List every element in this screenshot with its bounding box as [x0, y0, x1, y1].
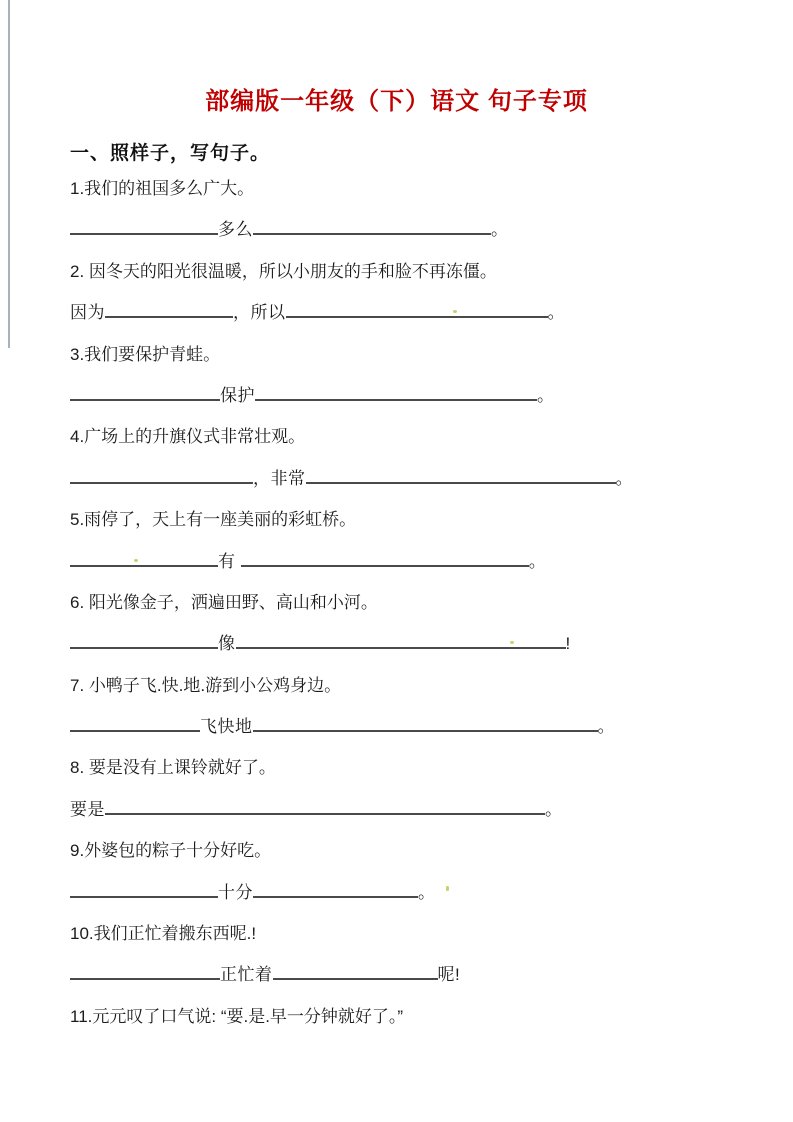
answer-hint-word: 多么 [218, 220, 253, 240]
fill-in-blank [253, 716, 598, 732]
fill-in-blank [105, 302, 233, 318]
answer-line [70, 623, 793, 664]
exercise-prompt: 8. 要是没有上课铃就好了。 [70, 758, 276, 778]
fill-in-blank [255, 385, 537, 401]
answer-hint-word: 要是 [70, 799, 105, 819]
stray-mark [510, 641, 514, 644]
answer-hint-word: 。 [418, 882, 436, 902]
answer-hint-word: ! [565, 634, 571, 654]
fill-in-blank [253, 882, 418, 898]
exercise-prompt: 10.我们正忙着搬东西呢.! [70, 924, 257, 944]
answer-hint-word: 保护 [220, 385, 255, 405]
answer-hint-word: 飞快地 [200, 717, 253, 737]
page-edge-artifact [8, 0, 10, 348]
stray-mark [453, 310, 457, 313]
answer-hint-word: 呢! [437, 965, 461, 985]
fill-in-blank [253, 219, 491, 235]
answer-hint-word: 。 [545, 799, 563, 819]
answer-line [70, 706, 793, 747]
exercise-prompt: 1.我们的祖国多么广大。 [70, 179, 255, 198]
answer-hint-word: 。 [491, 220, 509, 240]
page-title: 部编版一年级（下）语文 句子专项 [205, 88, 588, 115]
fill-in-blank [70, 882, 218, 898]
fill-in-blank [236, 633, 566, 649]
answer-hint-word: 。 [528, 551, 547, 571]
fill-in-blank [70, 219, 218, 235]
exercise-prompt: 4.广场上的升旗仪式非常壮观。 [70, 427, 306, 447]
fill-in-blank [273, 964, 438, 980]
fill-in-blank [70, 633, 218, 649]
exercise-prompt: 3.我们要保护青蛙。 [70, 344, 221, 364]
fill-in-blank [70, 551, 218, 567]
fill-in-blank [306, 468, 616, 484]
exercise-list [70, 168, 793, 1037]
answer-hint-word: 有 [218, 551, 241, 571]
exercise-prompt: 9.外婆包的粽子十分好吃。 [70, 841, 272, 861]
exercise-prompt: 6. 阳光像金子，洒遍田野、高山和小河。 [70, 592, 378, 612]
answer-hint-word: 像 [218, 634, 236, 654]
fill-in-blank [105, 799, 545, 815]
answer-line [70, 209, 793, 250]
fill-in-blank [70, 468, 253, 484]
answer-hint-word: 。 [615, 468, 633, 488]
fill-in-blank [286, 302, 548, 318]
answer-hint-word: ，非常 [253, 468, 306, 488]
fill-in-blank [70, 964, 220, 980]
exercise-prompt: 2. 因冬天的阳光很温暖，所以小朋友的手和脸不再冻僵。 [70, 261, 497, 281]
answer-line [70, 458, 793, 499]
answer-hint-word: 因为 [70, 303, 105, 323]
answer-hint-word: 。 [547, 303, 565, 323]
answer-line [70, 872, 793, 913]
exercise-prompt: 11.元元叹了口气说: “要.是.早一分钟就好了。” [70, 1006, 404, 1026]
stray-mark [446, 886, 449, 891]
exercise-prompt: 7. 小鸭子飞.快.地.游到小公鸡身边。 [70, 675, 342, 695]
answer-line [70, 541, 793, 582]
answer-line [70, 292, 793, 333]
answer-hint-word: 十分 [218, 882, 253, 902]
exercise-prompt: 5.雨停了，天上有一座美丽的彩虹桥。 [70, 510, 357, 530]
answer-hint-word: 。 [537, 385, 555, 405]
answer-line [70, 789, 793, 830]
fill-in-blank [70, 716, 200, 732]
fill-in-blank [241, 551, 529, 567]
stray-mark [134, 559, 138, 562]
answer-hint-word: 。 [597, 717, 615, 737]
answer-hint-word: ，所以 [233, 303, 286, 323]
answer-line [70, 375, 793, 416]
answer-hint-word: 正忙着 [220, 965, 273, 985]
answer-line [70, 954, 793, 995]
section-heading: 一、照样子，写句子。 [70, 143, 271, 164]
fill-in-blank [70, 385, 220, 401]
